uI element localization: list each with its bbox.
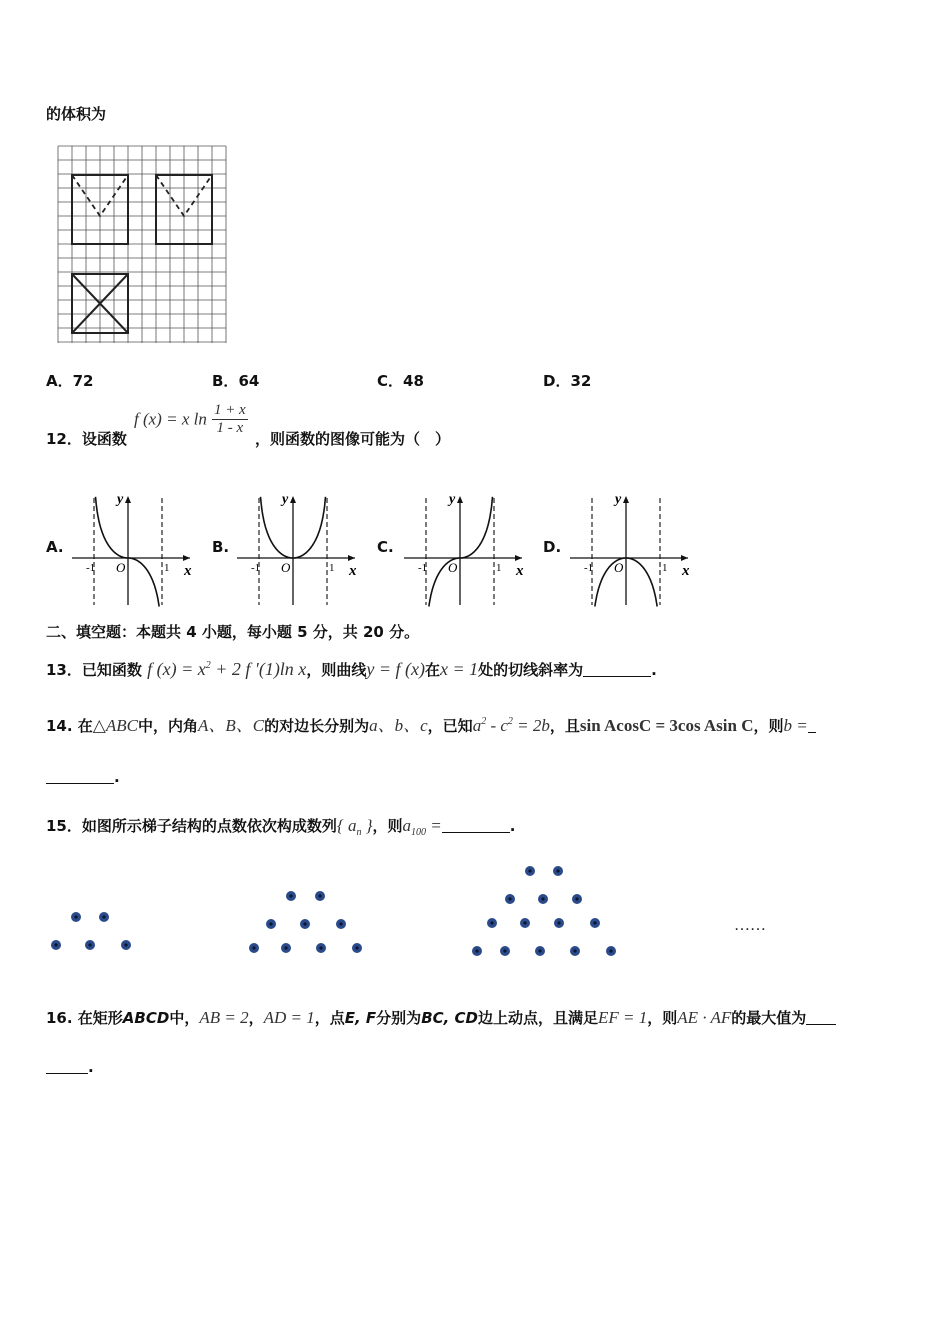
q16-answer-line: . [46,1058,94,1076]
svg-text:O: O [448,560,458,575]
q14-answer-blank[interactable] [46,769,114,784]
graph-letter-b[interactable]: B. [212,538,230,556]
q15-answer-blank[interactable] [442,818,510,833]
graph-b [235,490,365,608]
svg-text:x: x [682,563,690,579]
ellipsis: …… [734,917,766,934]
svg-text:1: 1 [496,562,502,574]
q11-option-c[interactable]: C．48 [377,372,424,390]
ladder-dots-figure [40,855,800,970]
q11-option-d[interactable]: D．32 [543,372,592,390]
q14-answer-line: . [46,768,120,786]
q14-stem: 14. 在△ABC中，内角A、B、C的对边长分别为a、b、c，已知$a^2 - c^2 = 2b$，且sin AcosC = 3cos Asin C，则b = [46,711,816,736]
graph-a [70,490,200,608]
graph-c [402,490,532,608]
svg-text:1: 1 [164,562,170,574]
q13-stem: 13．已知函数 f $(x) = x^2 + 2$ f ′(1)ln x，则曲线y = f (x)在x = 1处的切线斜率为 . [46,659,657,679]
svg-text:y: y [117,492,124,507]
graph-d [568,490,698,608]
svg-text:y: y [615,492,622,507]
svg-text:O: O [281,560,291,575]
graph-letter-a[interactable]: A. [46,538,64,556]
q12-fraction: $\frac{1 + x}{1 - x}$ [213,402,246,436]
svg-text:-1: -1 [86,562,96,574]
svg-text:O: O [116,560,126,575]
svg-text:1: 1 [329,562,335,574]
q16-answer-blank[interactable] [46,1059,88,1074]
section-heading: 二、填空题：本题共 4 小题，每小题 5 分，共 20 分。 [46,623,420,641]
q11-tail: 的体积为 [46,105,107,123]
svg-text:O: O [614,560,624,575]
graph-letter-c[interactable]: C. [377,538,394,556]
svg-text:-1: -1 [418,562,428,574]
q11-option-b[interactable]: B．64 [212,372,260,390]
q12-stem: 12．设函数 [46,430,127,448]
q12-tail: ，则函数的图像可能为（ ） [255,430,451,448]
q15-stem: 15．如图所示梯子结构的点数依次构成数列{ $a_n$ }，则$a_{100}$ = . [46,816,516,838]
svg-text:1: 1 [662,562,668,574]
graph-letter-d[interactable]: D. [543,538,562,556]
q16-stem: 16. 在矩形ABCD中，AB = 2，AD = 1，点E, F分别为BC, CD边上动点，且满足EF = 1，则AE · AF的最大值为 [46,1007,836,1028]
svg-text:y: y [282,492,289,507]
q12-function: f (x) = x ln $\frac{1 + x}{1 - x}$ [134,402,246,436]
svg-text:-1: -1 [584,562,594,574]
svg-text:y: y [449,492,456,507]
svg-text:x: x [516,563,524,579]
svg-text:-1: -1 [251,562,261,574]
three-view-figure [56,143,230,347]
svg-text:x: x [184,563,192,579]
q11-option-a[interactable]: A．72 [46,372,94,390]
q13-answer-blank[interactable] [583,662,651,677]
svg-text:x: x [349,563,357,579]
